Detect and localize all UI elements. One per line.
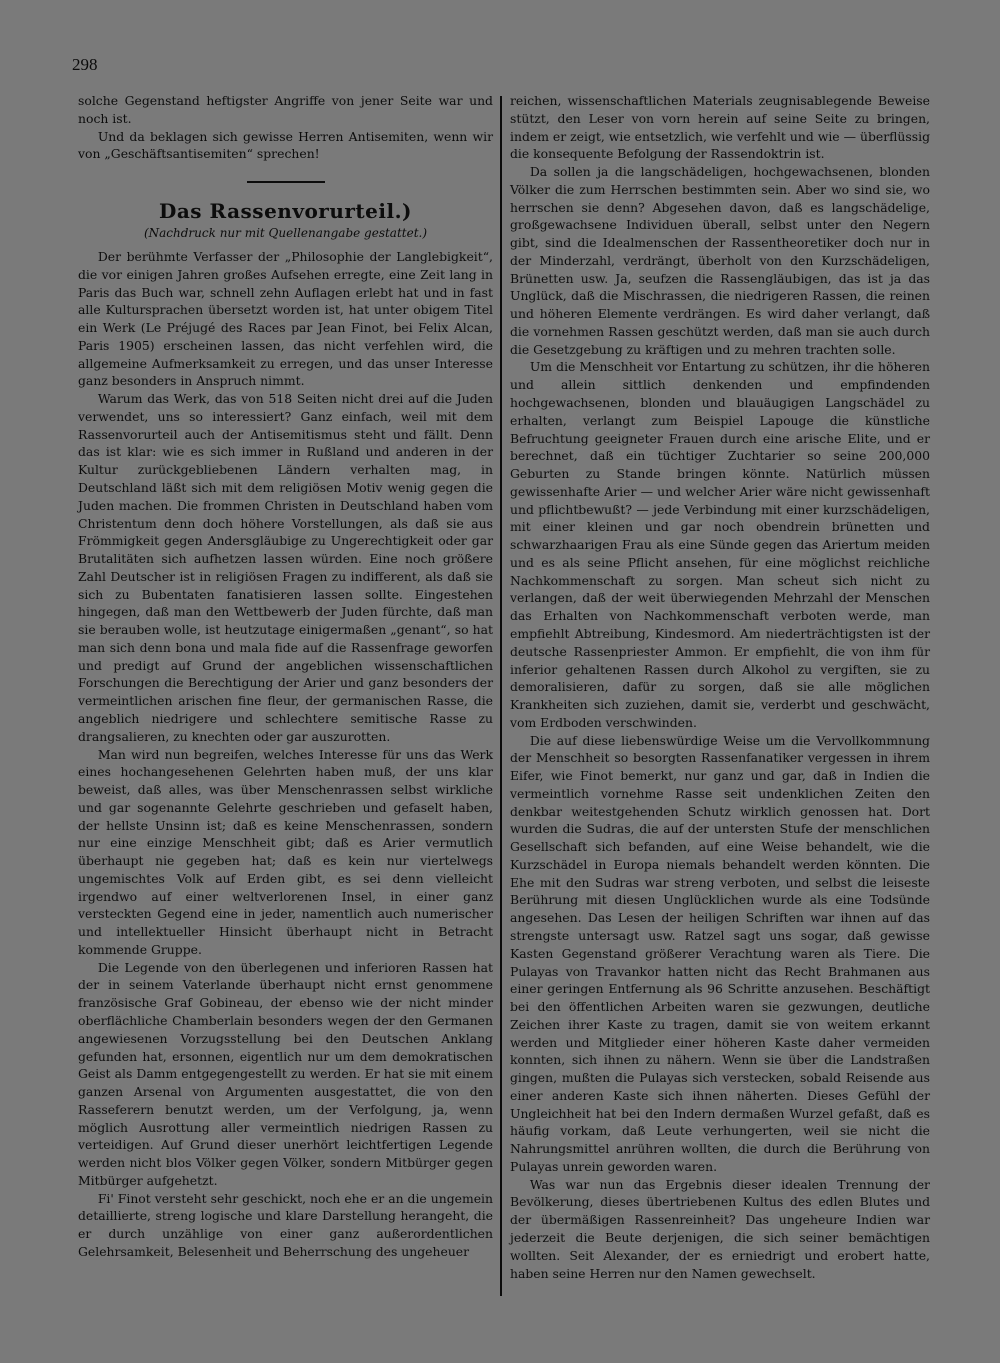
body-paragraph: Um die Menschheit vor Entartung zu schützen, ihr die höheren und allein sittlich denkenden und empfindenden hochgewachsenen, blonden und blauäugigen Langschädel zu erhalten, verlangt zum Beispiel Lapouge die künstliche Befruchtung geeigneter Frauen durch eine arische Elite, und er berechnet, daß ein tüchtiger Zuchtarier so seine 200,000 Geburten zu Stande bringen könnte. Natürlich müssen gewissenhafte Arier — und welcher Arier wäre nicht gewissenhaft und pflichtbewußt? — jede Verbindung mit einer kurzschädeligen, mit einer kleinen und gar noch obendrein brünetten und schwarzhaarigen Frau als eine Sünde gegen das Ariertum meiden und es als seine Pflicht ansehen, für eine möglichst reichliche Nachkommenschaft zu sorgen. Man scheut sich nicht zu verlangen, daß der weit überwiegenden Mehrzahl der Menschen das Erhalten von Nachkommenschaft verboten werde, man empfiehlt Abtreibung, Kindesmord. Am niederträchtigsten ist der deutsche Rassenpriester Ammon. Er empfiehlt, die von ihm für inferior gehaltenen Rassen durch Alkohol zu vergiften, sie zu demoralisieren, dafür zu sorgen, daß sie alle möglichen Krankheiten sich zuziehen, damit sie, verderbt und geschwächt, vom Erdboden verschwinden. [510,359,930,730]
body-paragraph: Was war nun das Ergebnis dieser idealen Trennung der Bevölkerung, dieses übertriebenen Kultus des edlen Blutes und der übermäßigen Rassenreinheit? Das ungeheure Indien war jederzeit die Beute derjenigen, die sich seiner bemächtigen wollten. Seit Alexander, der es erniedrigt und erobert hatte, haben seine Herren nur den Namen gewechselt. [510,1176,930,1281]
left-column [78,92,493,1261]
body-paragraph: Die Legende von den überlegenen und inferioren Rassen hat der in seinem Vaterlande überhaupt nicht ernst genommene französische Graf Gobineau, der ebenso wie der nicht minder oberflächliche Chamberlain besonders wegen der den Germanen angewiesenen Vorzugsstellung bei den Deutschen Anklang gefunden hat, ersonnen, eigentlich nur um dem demokratischen Geist als Damm entgegengestellt zu werden. Er hat sie mit einem ganzen Arsenal von Argumenten ausgestattet, die von den Rasseferern benutzt werden, um der Verfolgung, ja, wenn möglich Ausrottung aller vermeintlich niedrigen Rassen zu verteidigen. Auf Grund dieser unerhört leichtfertigen Legende werden nicht blos Völker gegen Völker, sondern Mitbürger gegen Mitbürger aufgehetzt. [78,959,493,1188]
body-paragraph: reichen, wissenschaftlichen Materials zeugnisablegende Beweise stützt, den Leser von vorn herein auf seine Seite zu bringen, indem er zeigt, wie entsetzlich, wie verfehlt und wie — überflüssig die konsequente Befolgung der Rassendoktrin ist. [510,93,930,162]
page-number: 298 [72,55,98,74]
column-divider [500,96,502,1296]
body-paragraph: Da sollen ja die langschädeligen, hochgewachsenen, blonden Völker die zum Herrschen bestimmten sein. Aber wo sind sie, wo herrschen sie denn? Abgesehen davon, daß es langschädelige, großgewachsene Individuen überall, selbst unter den Negern gibt, sind die Idealmenschen der Rassentheoretiker doch nur in der Minderzahl, verdrängt, überholt von den Kurzschädeligen, Brünetten usw. Ja, seufzen die Rassengläubigen, das ist ja das Unglück, daß die Mischrassen, die niedrigeren Rassen, die reinen und höheren Elemente verdrängen. Es wird daher verlangt, daß die vornehmen Rassen geschützt werden, daß man sie auch durch die Gesetzgebung zu kräftigen und zu mehren trachten solle. [510,164,930,357]
body-paragraph: Man wird nun begreifen, welches Interesse für uns das Werk eines hochangesehenen Gelehrten haben muß, der uns klar beweist, daß alles, was über Menschenrassen selbst wirkliche und gar sogenannte Gelehrte geschrieben und gefaselt haben, der hellste Unsinn ist; daß es keine Menschenrassen, sondern nur eine einzige Menschheit gibt; daß es Arier vermutlich überhaupt nie gegeben hat; daß es kein nur viertelwegs ungemischtes Volk auf Erden gibt, es sei denn vielleicht irgendwo auf einer weltverlorenen Insel, in einer ganz versteckten Gegend eine in jeder, namentlich auch numerischer und intellektueller Hinsicht überhaupt nicht in Betracht kommende Gruppe. [78,746,493,957]
article-title: Das Rassenvorurteil.) [158,199,412,224]
intro-paragraph: Und da beklagen sich gewisse Herren Antisemiten, wenn wir von „Geschäftsantisemiten“ sprechen! [78,128,493,162]
reprint-note: (Nachdruck nur mit Quellenangabe gestattet.) [143,226,428,241]
intro-paragraph: solche Gegenstand heftigster Angriffe von jener Seite war und noch ist. [78,93,493,126]
body-paragraph: Warum das Werk, das von 518 Seiten nicht drei auf die Juden verwendet, uns so interessiert? Ganz einfach, weil mit dem Rassenvorurteil auch der Antisemitismus steht und fällt. Denn das ist klar: wie es sich immer in Rußland und anderen in der Kultur zurückgebliebenen Ländern verhalten mag, in Deutschland läßt sich mit dem religiösen Motiv wenig gegen die Juden machen. Die frommen Christen in Deutschland haben vom Christentum denn doch höhere Vorstellungen, als daß sie aus Frömmigkeit gegen Andersgläubige zu Ungerechtigkeit oder gar Brutalitäten sich aufhetzen lassen würden. Eine noch größere Zahl Deutscher ist in religiösen Fragen zu indifferent, als daß sie sich zu Bubentaten fanatisieren lassen sollte. Eingestehen hingegen, daß man den Wettbewerb der Juden fürchte, daß man sie berauben wolle, ist heutzutage einigermaßen „genant“, so hat man sich denn bona und mala fide auf die Rassenfrage geworfen und predigt auf Grund der angeblichen wissenschaftlichen Forschungen die Berechtigung der Arier und ganz besonders der vermeintlichen arischen fine fleur, der germanischen Rasse, die angeblich niedrigere und schlechtere semitische Rasse zu drangsalieren, zu knechten oder gar auszurotten. [78,391,493,744]
right-column [510,92,930,1282]
body-paragraph: Der berühmte Verfasser der „Philosophie der Langlebigkeit“, die vor einigen Jahren großes Aufsehen erregte, eine Zeit lang in Paris das Buch war, schnell zehn Auflagen erlebt hat und in fast alle Kultursprachen übersetzt worden ist, hat unter obigem Titel ein Werk (Le Préjugé des Races par Jean Finot, bei Felix Alcan, Paris 1905) erscheinen lassen, das nicht verfehlen wird, die allgemeine Aufmerksamkeit zu erregen, und das unser Interesse ganz besonders in Anspruch nimmt. [78,249,493,389]
body-paragraph: Fi' Finot versteht sehr geschickt, noch ehe er an die ungemein detaillierte, streng logische und klare Darstellung herangeht, die er durch unzählige von einer ganz außerordentlichen Gelehrsamkeit, Belesenheit und Beherrschung des ungeheuer [78,1190,493,1259]
section-divider [247,181,325,183]
body-paragraph: Die auf diese liebenswürdige Weise um die Vervollkommnung der Menschheit so besorgten Rassenfanatiker vergessen in ihrem Eifer, wie Finot bemerkt, nur ganz und gar, daß in Indien die vermeintlich vornehme Rasse seit undenklichen Zeiten den denkbar weitestgehenden Schutz wirklich genossen hat. Dort wurden die Sudras, die auf der untersten Stufe der menschlichen Gesellschaft sich befanden, auf eine Weise behandelt, wie die Kurzschädel in Europa niemals behandelt werden könnten. Die Ehe mit den Sudras war streng verboten, und selbst die leiseste Berührung mit diesen Unglücklichen wurde als eine Todsünde angesehen. Das Lesen der heiligen Schriften war ihnen auf das strengste untersagt usw. Ratzel sagt uns sogar, daß gewisse Kasten Gegenstand größerer Verachtung waren als Tiere. Die Pulayas von Travankor hatten nicht das Recht Brahmanen aus einer geringen Entfernung als 96 Schritte anzusehen. Beschäftigt bei den öffentlichen Arbeiten waren sie gezwungen, deutliche Zeichen ihrer Kaste zu tragen, damit sie von weitem erkannt werden und Mitglieder einer höheren Kaste daher vermeiden konnten, sich ihnen zu nähern. Wenn sie über die Landstraßen gingen, mußten die Pulayas sich verstecken, sobald Reisende aus einer anderen Kaste sich ihnen näherten. Dieses Gefühl der Ungleichheit hat bei den Indern dermaßen Wurzel gefaßt, daß es häufig vorkam, daß Leute verhungerten, weil sie nicht die Nahrungsmittel anrühren wollten, die durch die Berührung von Pulayas unrein geworden waren. [510,732,930,1174]
